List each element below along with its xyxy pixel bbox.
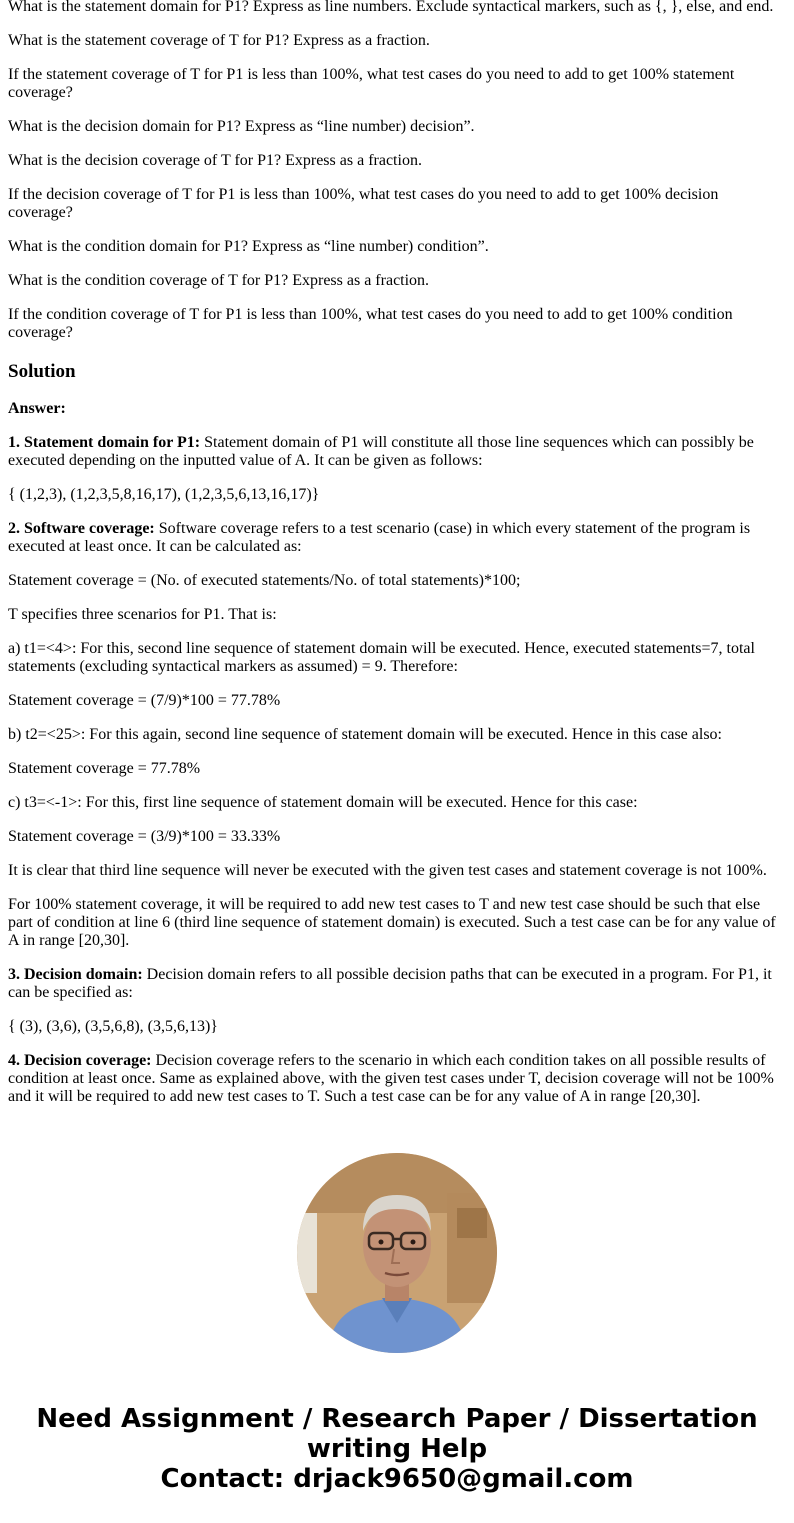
section-2-text: Software coverage refers to a test scenario (case) in which every statement of the program is executed at least once. It can be calculated as:: [8, 520, 751, 555]
document-body: [8, 0, 786, 1122]
person-portrait-icon: [297, 1153, 497, 1353]
statement-domain-set: { (1,2,3), (1,2,3,5,8,16,17), (1,2,3,5,6,13,16,17)}: [8, 486, 320, 503]
decision-domain-set: { (3), (3,6), (3,5,6,8), (3,5,6,13)}: [8, 1018, 218, 1035]
question-5: What is the decision coverage of T for P1? Express as a fraction.: [8, 152, 422, 169]
footer-banner: [0, 1404, 794, 1494]
case-a: a) t1=<4>: For this, second line sequence of statement domain will be executed. Hence, executed statements=7, total statements (excluding syntactical markers as assumed) = 9. Therefore:: [8, 640, 755, 675]
footer-line-1: Need Assignment / Research Paper / Dissertation: [36, 1404, 758, 1434]
case-b: b) t2=<25>: For this again, second line sequence of statement domain will be executed. Hence in this case also:: [8, 726, 722, 743]
coverage-formula: Statement coverage = (No. of executed statements/No. of total statements)*100;: [8, 572, 521, 589]
question-7: What is the condition domain for P1? Express as “line number) condition”.: [8, 238, 489, 255]
section-2-title: 2. Software coverage:: [8, 520, 155, 537]
solution-heading: Solution: [8, 361, 76, 382]
question-8: What is the condition coverage of T for P1? Express as a fraction.: [8, 272, 430, 289]
section-4-text: Decision coverage refers to the scenario in which each condition takes on all possible results of condition at least once. Same as explained above, with the given test cases under T, decision coverage will not be 100% and it will be required to add new test cases to T. Such a test case can be for any value of A in range [20,30].: [8, 1052, 774, 1105]
section-2-paragraph: [8, 520, 786, 556]
footer-contact: Contact: drjack9650@gmail.com: [160, 1464, 634, 1494]
question-9: If the condition coverage of T for P1 is less than 100%, what test cases do you need to add to get 100% condition coverage?: [8, 306, 733, 341]
section-1-paragraph: [8, 434, 786, 470]
section-4-paragraph: [8, 1052, 786, 1106]
footer-line-2: writing Help: [306, 1434, 488, 1464]
question-6: If the decision coverage of T for P1 is less than 100%, what test cases do you need to add to get 100% decision coverage?: [8, 186, 719, 221]
question-4: What is the decision domain for P1? Express as “line number) decision”.: [8, 118, 475, 135]
answer-label-paragraph: [8, 400, 786, 418]
case-c: c) t3=<-1>: For this, first line sequence of statement domain will be executed. Hence for this case:: [8, 794, 638, 811]
question-3: If the statement coverage of T for P1 is less than 100%, what test cases do you need to add to get 100% statement coverage?: [8, 66, 735, 101]
case-a-result: Statement coverage = (7/9)*100 = 77.78%: [8, 692, 281, 709]
question-1: What is the statement domain for P1? Express as line numbers. Exclude syntactical markers, such as {, }, else, and end.: [8, 0, 774, 15]
answer-label: Answer:: [8, 400, 66, 417]
section-2-conclusion: It is clear that third line sequence will never be executed with the given test cases and statement coverage is not 100%.: [8, 862, 767, 879]
question-2: What is the statement coverage of T for P1? Express as a fraction.: [8, 32, 430, 49]
section-1-text: Statement domain of P1 will constitute all those line sequences which can possibly be executed depending on the inputted value of A. It can be given as follows:: [8, 434, 754, 469]
section-1-title: 1. Statement domain for P1:: [8, 434, 201, 451]
case-b-result: Statement coverage = 77.78%: [8, 760, 201, 777]
section-3-paragraph: [8, 966, 786, 1002]
avatar: [297, 1153, 497, 1353]
case-c-result: Statement coverage = (3/9)*100 = 33.33%: [8, 828, 281, 845]
section-3-title: 3. Decision domain:: [8, 966, 143, 983]
section-4-title: 4. Decision coverage:: [8, 1052, 152, 1069]
section-2-fix: For 100% statement coverage, it will be required to add new test cases to T and new test case should be such that else part of condition at line 6 (third line sequence of statement domain) is executed. Such a test case can be for any value of A in range [20,30].: [8, 896, 776, 949]
section-3-text: Decision domain refers to all possible decision paths that can be executed in a program. For P1, it can be specified as:: [8, 966, 772, 1001]
scenarios-intro: T specifies three scenarios for P1. That is:: [8, 606, 277, 623]
